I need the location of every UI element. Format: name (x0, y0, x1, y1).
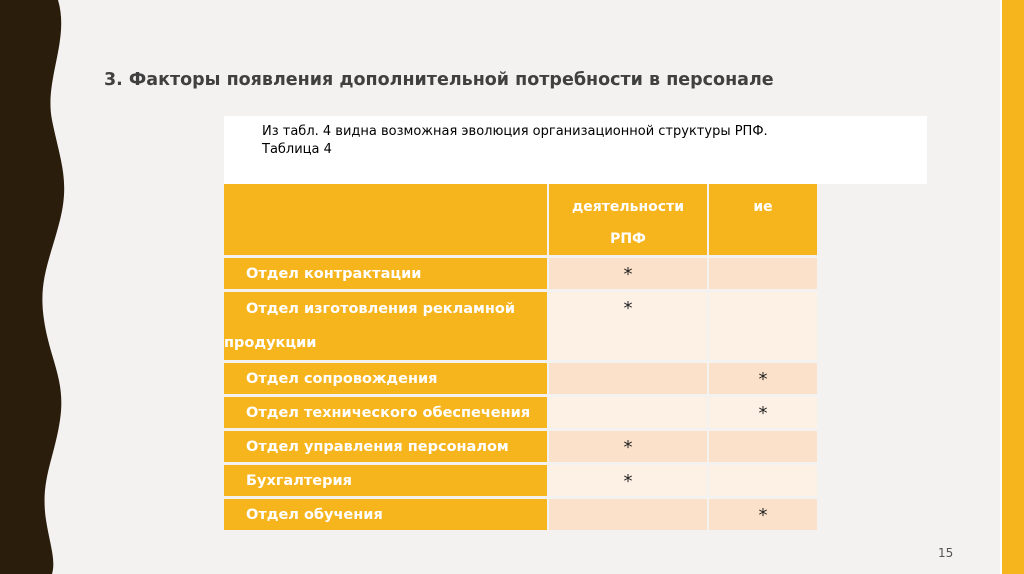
departments-table (222, 181, 819, 533)
row-label-line2: продукции (224, 335, 317, 351)
intro-text-box (224, 116, 927, 184)
page-number: 15 (938, 546, 954, 560)
row-label-line1: Отдел изготовления рекламной (246, 301, 516, 317)
row-label: Отдел обучения (224, 499, 547, 530)
table-row (224, 258, 817, 289)
row-cell-second (709, 431, 817, 462)
row-cell-second (709, 258, 817, 289)
row-label: Бухгалтерия (224, 465, 547, 496)
row-label: Отдел управления персоналом (224, 431, 547, 462)
header-cell-second (709, 184, 817, 255)
row-label: Отдел контрактации (224, 258, 547, 289)
row-cell-activity: * (549, 258, 707, 289)
row-cell-activity (549, 499, 707, 530)
row-label (224, 292, 547, 360)
table-row (224, 292, 817, 360)
table-row (224, 465, 817, 496)
table-row (224, 363, 817, 394)
row-label: Отдел сопровождения (224, 363, 547, 394)
decorative-wavy-edge (0, 0, 80, 574)
intro-text: Из табл. 4 видна возможная эволюция организационной структуры РПФ. (262, 124, 768, 139)
table-header-row (224, 184, 817, 255)
row-cell-activity (549, 397, 707, 428)
table-row (224, 397, 817, 428)
header-cell-activity (549, 184, 707, 255)
row-cell-second (709, 465, 817, 496)
slide-title: 3. Факторы появления дополнительной потребности в персонале (104, 70, 774, 90)
row-cell-activity (549, 363, 707, 394)
row-label: Отдел технического обеспечения (224, 397, 547, 428)
row-cell-activity: * (549, 465, 707, 496)
right-accent-bar (1002, 0, 1024, 574)
row-cell-second (709, 292, 817, 360)
row-cell-second: * (709, 363, 817, 394)
header-second-label: ие (753, 199, 773, 215)
table-row (224, 499, 817, 530)
row-cell-second: * (709, 499, 817, 530)
row-cell-activity: * (549, 431, 707, 462)
row-cell-second: * (709, 397, 817, 428)
table-caption: Таблица 4 (262, 142, 332, 157)
row-cell-activity: * (549, 292, 707, 360)
header-activity-line1: деятельности (571, 199, 685, 215)
table-row (224, 431, 817, 462)
header-cell-empty (224, 184, 547, 255)
header-activity-line2: РПФ (610, 231, 646, 247)
